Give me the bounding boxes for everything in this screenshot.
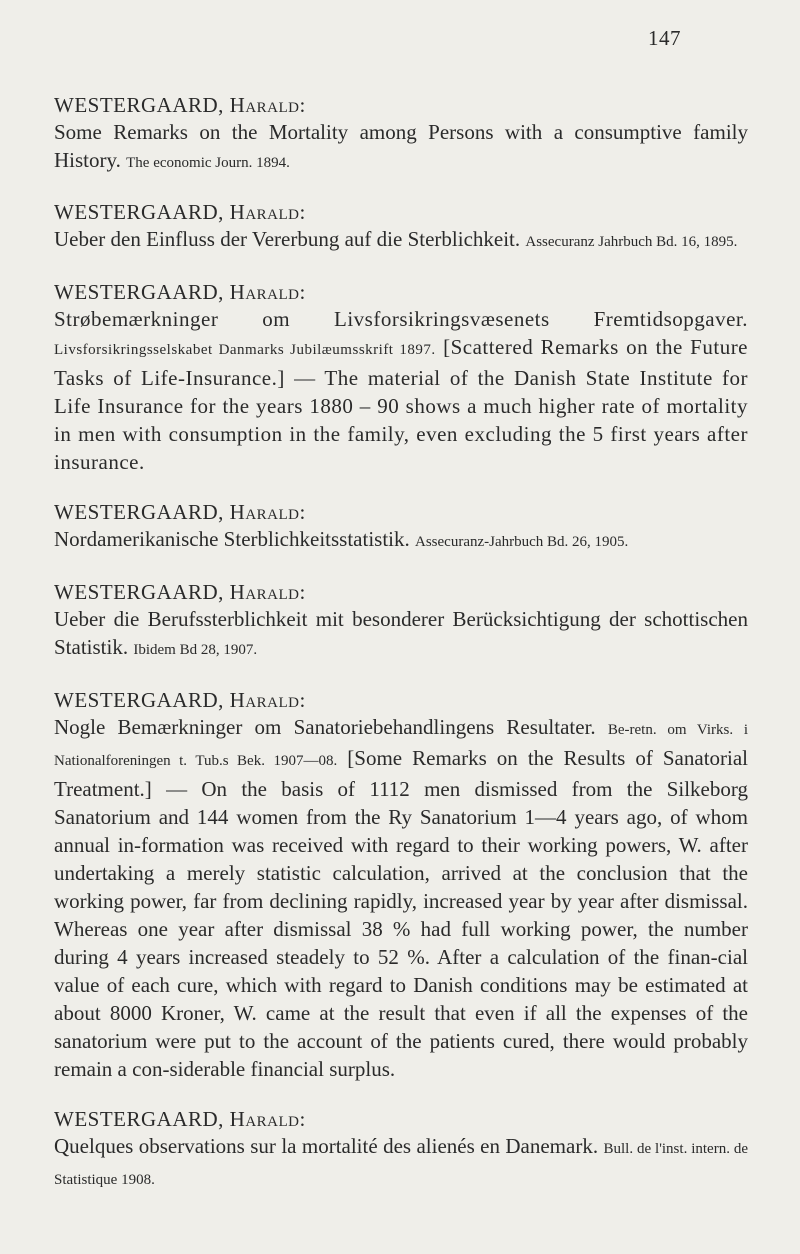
entry-author [54,687,748,713]
entry-source: Bull. de l'inst. intern. de Statistique 1908. [54,1141,749,1188]
entry-source: The economic Journ. 1894. [126,155,290,171]
bibliography-entry [54,92,748,177]
entry-source: Be-retn. om Virks. i Nationalforeningen t. Tub.s Bek. 1907—08. [54,722,748,769]
entry-text [54,1132,748,1194]
author-first-name: Harald: [229,200,306,224]
bibliography-list [54,92,748,1217]
author-last-name: WESTERGAARD, [54,500,224,524]
entry-text [54,305,748,476]
entry-title: Ueber den Einfluss der Vererbung auf die Sterblichkeit. [54,227,521,251]
author-first-name: Harald: [229,1107,306,1131]
author-first-name: Harald: [229,500,306,524]
entry-title: Nordamerikanische Sterblichkeitsstatistik. [54,527,410,551]
entry-source: Ibidem Bd 28, 1907. [133,642,258,658]
entry-title: Nogle Bemærkninger om Sanatoriebehandlingens Resultater. [54,715,596,739]
entry-author [54,499,748,525]
entry-text [54,118,748,177]
entry-author [54,1106,748,1132]
author-last-name: WESTERGAARD, [54,280,224,304]
bibliography-entry [54,579,748,664]
bibliography-entry [54,499,748,556]
author-last-name: WESTERGAARD, [54,1107,224,1131]
bibliography-entry [54,1106,748,1194]
entry-text [54,525,748,556]
bibliography-entry [54,199,748,256]
bibliography-entry [54,687,748,1083]
author-last-name: WESTERGAARD, [54,688,224,712]
entry-author [54,199,748,225]
page-number: 147 [648,26,681,50]
entry-text [54,605,748,664]
author-last-name: WESTERGAARD, [54,200,224,224]
entry-note: [Some Remarks on the Results of Sanatorial Treatment.] — On the basis of 1112 men dismissed from the Silkeborg Sanatorium and 144 women from the Ry Sanatorium 1—4 years ago, of whom annual in-formation was received with regard to their working powers, W. after undertaking a merely statistic calculation, arrived at the conclusion that the working power, far from declining rapidly, increased year by year after dismissal. Whereas one year after dismissal 38 % had full working power, the number during 4 years increased steadely to 52 %. After a calculation of the finan-cial value of each cure, which with regard to Danish conditions may be estimated at about 8000 Kroner, W. came at the result that even if all the expenses of the sanatorium were put to the account of the patients cured, there would probably remain a con-siderable financial surplus. [54,746,749,1081]
author-last-name: WESTERGAARD, [54,580,224,604]
author-first-name: Harald: [229,688,306,712]
entry-author [54,579,748,605]
entry-title: Ueber die Berufssterblichkeit mit besonderer Berücksichtigung der schottischen Statistik. [54,607,748,659]
author-first-name: Harald: [229,280,306,304]
entry-text [54,713,748,1083]
entry-note: [Scattered Remarks on the Future Tasks of Life-Insurance.] — The material of the Danish State Institute for Life Insurance for the years 1880 – 90 shows a much higher rate of mortality in men with consumption in the family, even excluding the 5 first years after insurance. [54,335,749,474]
entry-source: Assecuranz Jahrbuch Bd. 16, 1895. [525,234,738,250]
author-last-name: WESTERGAARD, [54,93,224,117]
entry-source: Assecuranz-Jahrbuch Bd. 26, 1905. [415,534,629,550]
entry-text [54,225,748,256]
entry-title: Strøbemærkninger om Livsforsikringsvæsenets Fremtidsopgaver. [54,307,748,331]
bibliography-entry [54,279,748,476]
entry-author [54,92,748,118]
author-first-name: Harald: [229,93,306,117]
entry-title: Some Remarks on the Mortality among Persons with a consumptive family History. [54,120,748,172]
entry-source: Livsforsikringsselskabet Danmarks Jubilæumsskrift 1897. [54,342,436,358]
entry-author [54,279,748,305]
entry-title: Quelques observations sur la mortalité des alienés en Danemark. [54,1134,599,1158]
author-first-name: Harald: [229,580,306,604]
